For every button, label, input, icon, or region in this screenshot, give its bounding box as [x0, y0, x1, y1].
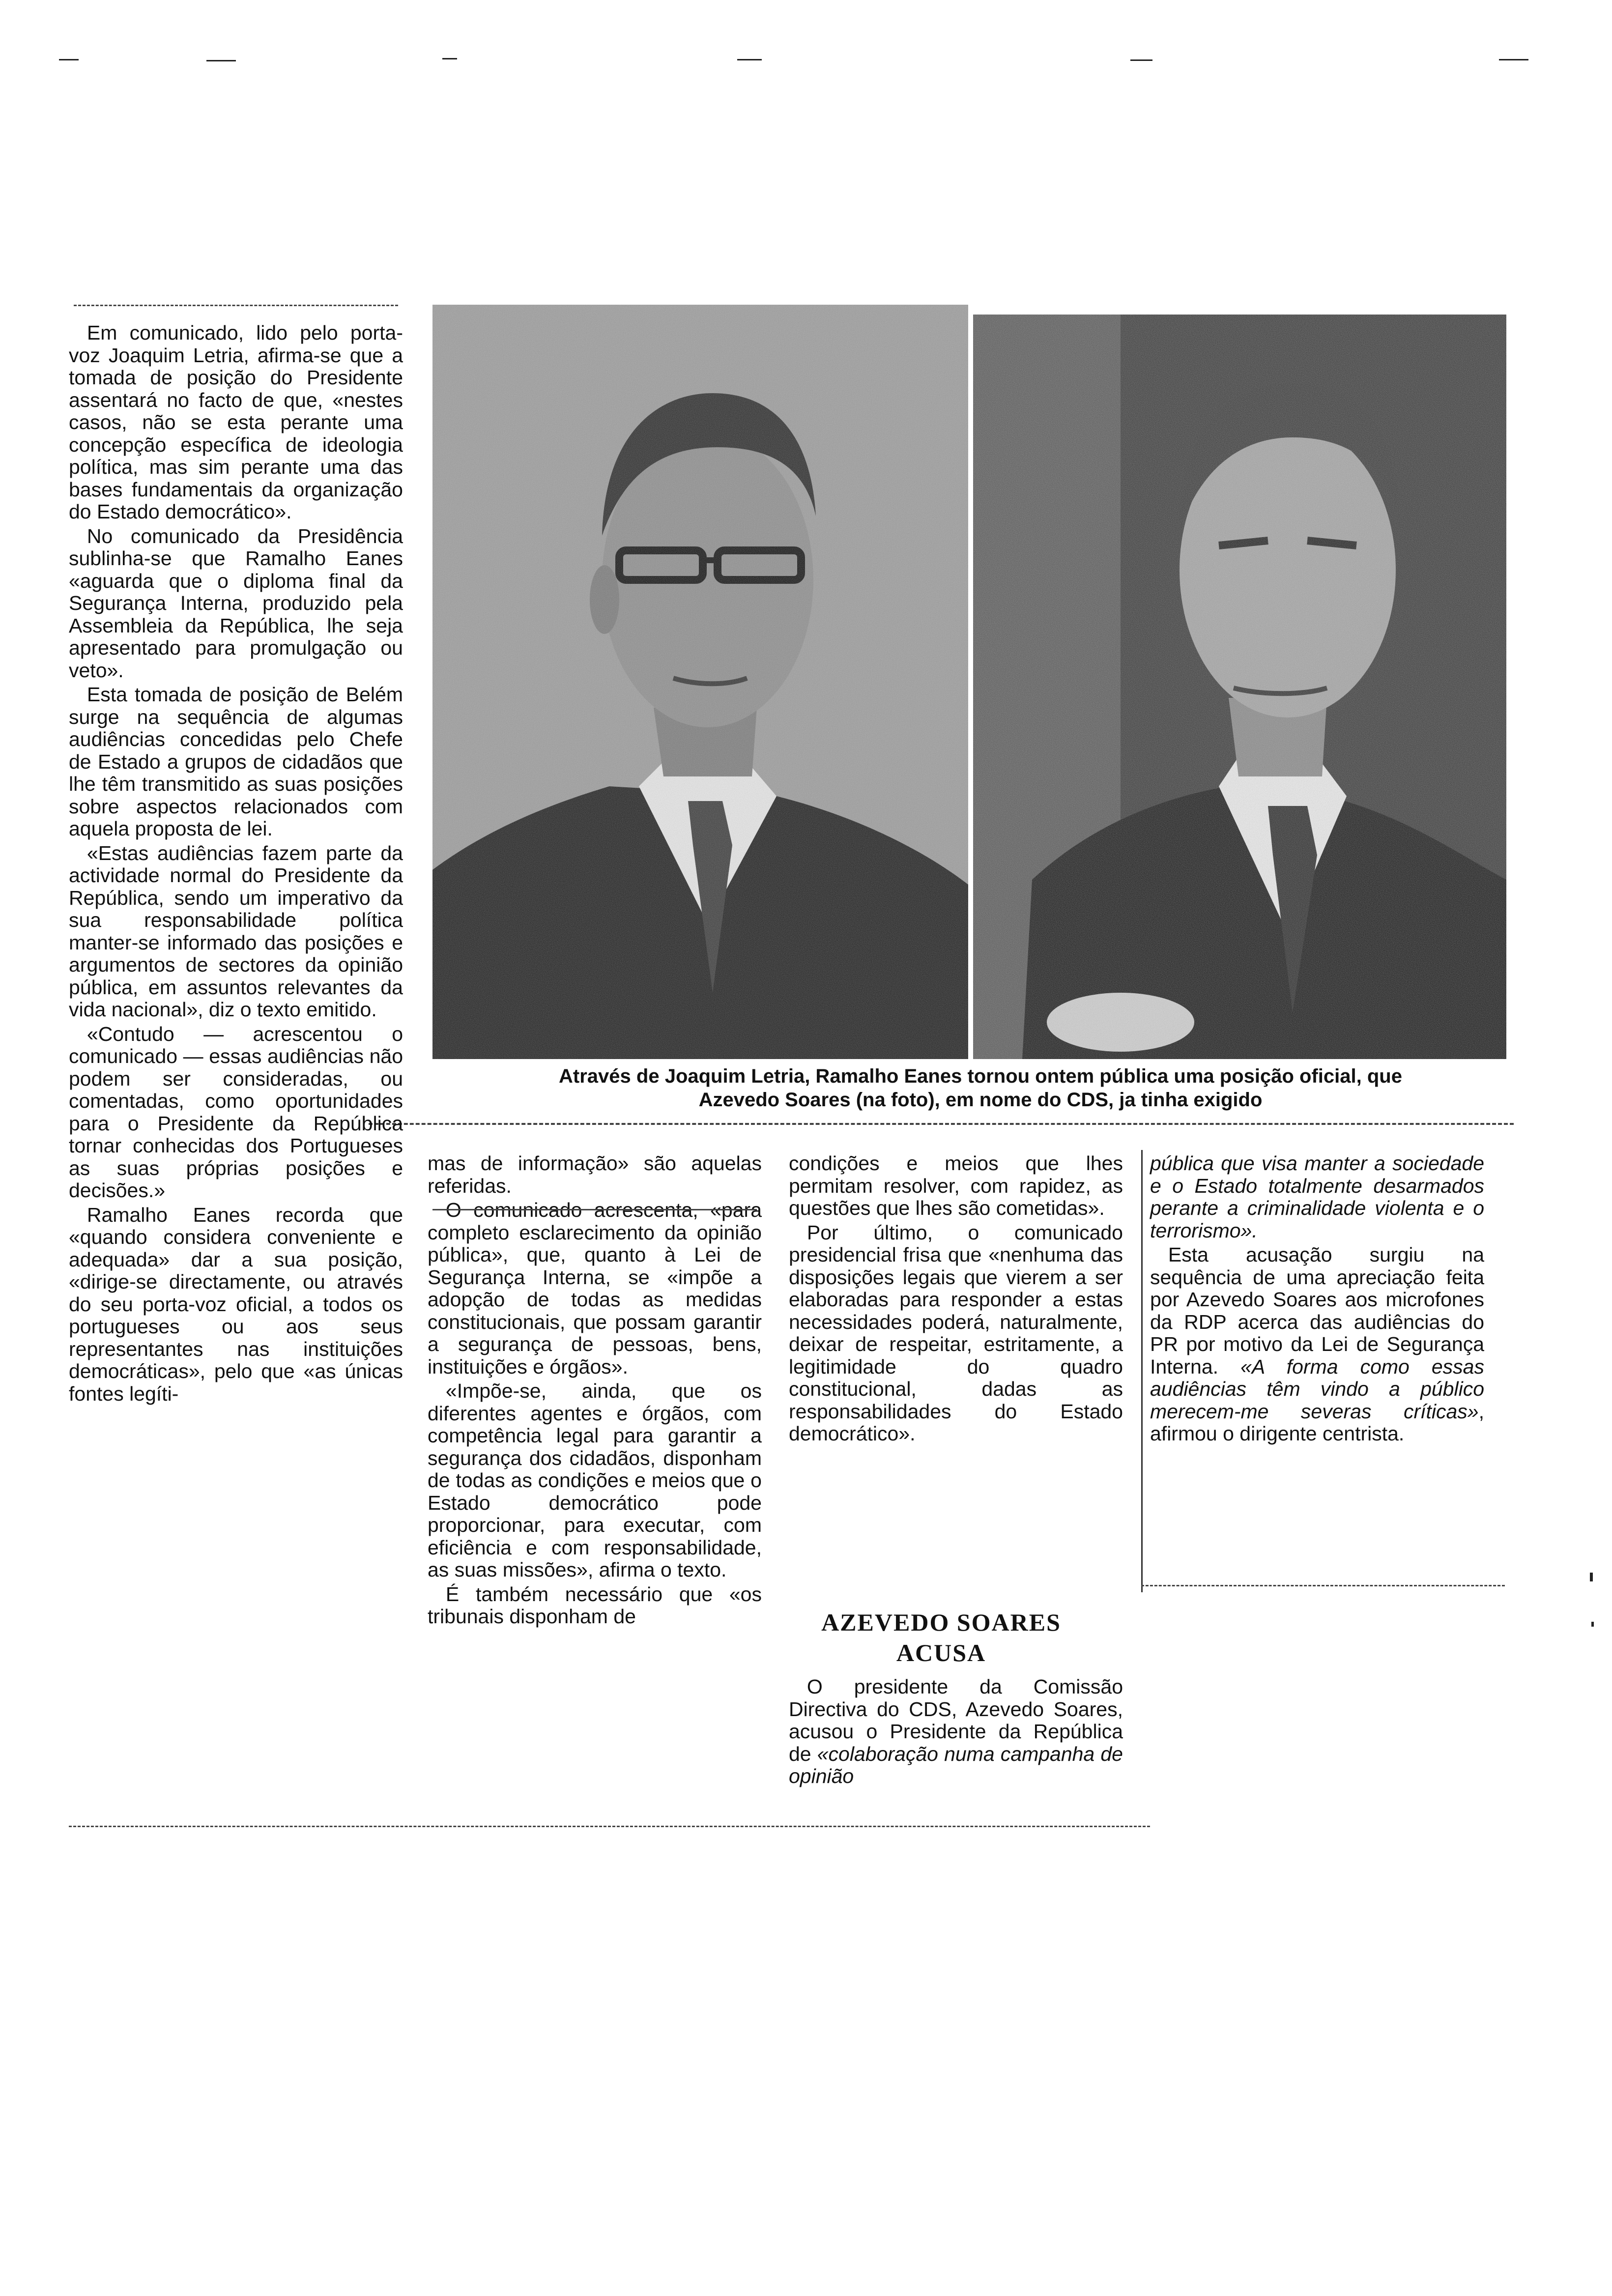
article-column-2	[428, 1152, 762, 1811]
paragraph: Em comunicado, lido pelo porta-voz Joaquim Letria, afirma-se que a tomada de posição do Presidente assentará no facto de que, «nestes casos, não se esta perante uma concepção específica de ideologia política, mas sim perante uma das bases fundamentais da organização do Estado democrático».	[69, 321, 403, 523]
paragraph: «Contudo — acrescentou o comunicado — essas audiências não podem ser consideradas, ou comentadas, como oportunidades para o Presidente da República tornar conhecidas dos Portugueses as suas próprias posições e decisões.»	[69, 1022, 403, 1202]
scan-speck	[1590, 1573, 1593, 1581]
quote-span: «colaboração numa campanha de opinião	[789, 1742, 1123, 1787]
text-span: Esta acusação surgiu na sequência de uma apreciação feita por Azevedo Soares aos microfones da RDP acerca das audiências do PR por motivo da Lei de Segurança Interna.	[1150, 1243, 1484, 1378]
section-heading	[806, 1607, 1076, 1668]
paragraph	[789, 1676, 1123, 1788]
caption-rule	[369, 1123, 1514, 1125]
portrait-photo-left	[432, 305, 968, 1059]
paragraph: mas de informação» são aquelas referidas.	[428, 1152, 762, 1197]
text-span: , afirmou o dirigente centrista.	[1150, 1400, 1484, 1445]
scan-speck	[1591, 1622, 1594, 1627]
scan-speck	[1130, 59, 1152, 61]
paragraph: Ramalho Eanes recorda que «quando considera conveniente e adequada» dar a sua posição, «dirige-se directamente, ou através do seu porta-voz oficial, a todos os portugueses ou aos seus representantes nas instituições democráticas», pelo que «as únicas fontes legíti-	[69, 1203, 403, 1405]
heading-line-1: AZEVEDO SOARES	[821, 1608, 1061, 1636]
scan-speck	[1499, 59, 1528, 60]
caption-line-1: Através de Joaquim Letria, Ramalho Eanes tornou ontem pública uma posição oficial, que	[559, 1065, 1402, 1087]
scan-speck	[206, 60, 236, 61]
article-column-3-lower	[789, 1676, 1123, 1804]
paragraph: «Impõe-se, ainda, que os diferentes agentes e órgãos, com competência legal para garantir a segurança dos cidadãos, disponham de todas as condições e meios que o Estado democrático pode proporcionar, para executar, com eficiência e com responsabilidade, as suas missões», afirma o texto.	[428, 1379, 762, 1581]
paragraph: Por último, o comunicado presidencial frisa que «nenhuma das disposições legais que vierem a ser elaboradas para responder a estas necessidades poderá, naturalmente, deixar de respeitar, estritamente, a legitimidade do quadro constitucional, dadas as responsabilidades do Estado democrático».	[789, 1221, 1123, 1445]
text-span: O presidente da Comissão Directiva do CDS, Azevedo Soares, acusou o Presidente da República de	[789, 1675, 1123, 1765]
article-column-3	[789, 1152, 1123, 1570]
column-4-bottom-rule	[1141, 1585, 1505, 1586]
paragraph: Esta tomada de posição de Belém surge na sequência de algumas audiências concedidas pelo Chefe de Estado a grupos de cidadãos que lhe têm transmitido as suas posições sobre aspectos relacionados com aquela proposta de lei.	[69, 683, 403, 840]
paragraph: pública que visa manter a sociedade e o Estado totalmente desarmados perante a criminalidade violenta e o terrorismo».	[1150, 1152, 1484, 1242]
paragraph: condições e meios que lhes permitam resolver, com rapidez, as questões que lhes são cometidas».	[789, 1152, 1123, 1219]
scan-speck	[737, 59, 762, 60]
paragraph	[1150, 1244, 1484, 1445]
paragraph: «Estas audiências fazem parte da actividade normal do Presidente da República, sendo um imperativo da sua responsabilidade política manter-se informado das posições e argumentos de sectores da opinião pública, em assuntos relevantes da vida nacional», diz o texto emitido.	[69, 841, 403, 1021]
photo-caption	[432, 1064, 1528, 1112]
scan-speck	[59, 59, 79, 60]
paragraph: No comunicado da Presidência sublinha-se que Ramalho Eanes «aguarda que o diploma final da Segurança Interna, produzido pela Assembleia da República, lhe seja apresentado para promulgação ou veto».	[69, 524, 403, 682]
quote-span: «A forma como essas audiências têm vindo a público merecem-me severas críticas»	[1150, 1355, 1484, 1423]
portrait-photo-right	[973, 315, 1506, 1059]
scan-speck	[442, 58, 457, 59]
caption-line-2: Azevedo Soares (na foto), em nome do CDS, ja tinha exigido	[698, 1089, 1263, 1111]
column-2-rule	[432, 1209, 757, 1210]
top-rule	[74, 305, 398, 306]
column-divider	[1141, 1150, 1143, 1592]
paragraph: O comunicado acrescenta, «para completo esclarecimento da opinião pública», que, quanto à Lei de Segurança Interna, se «impõe a adopção de todas as medidas constitucionais, que possam garantir a segurança de pessoas, bens, instituições e órgãos».	[428, 1199, 762, 1378]
article-column-1	[69, 322, 403, 1836]
heading-line-2: ACUSA	[896, 1639, 986, 1666]
bottom-rule	[69, 1826, 1150, 1827]
article-column-4	[1150, 1152, 1484, 1580]
paragraph: É também necessário que «os tribunais disponham de	[428, 1582, 762, 1628]
